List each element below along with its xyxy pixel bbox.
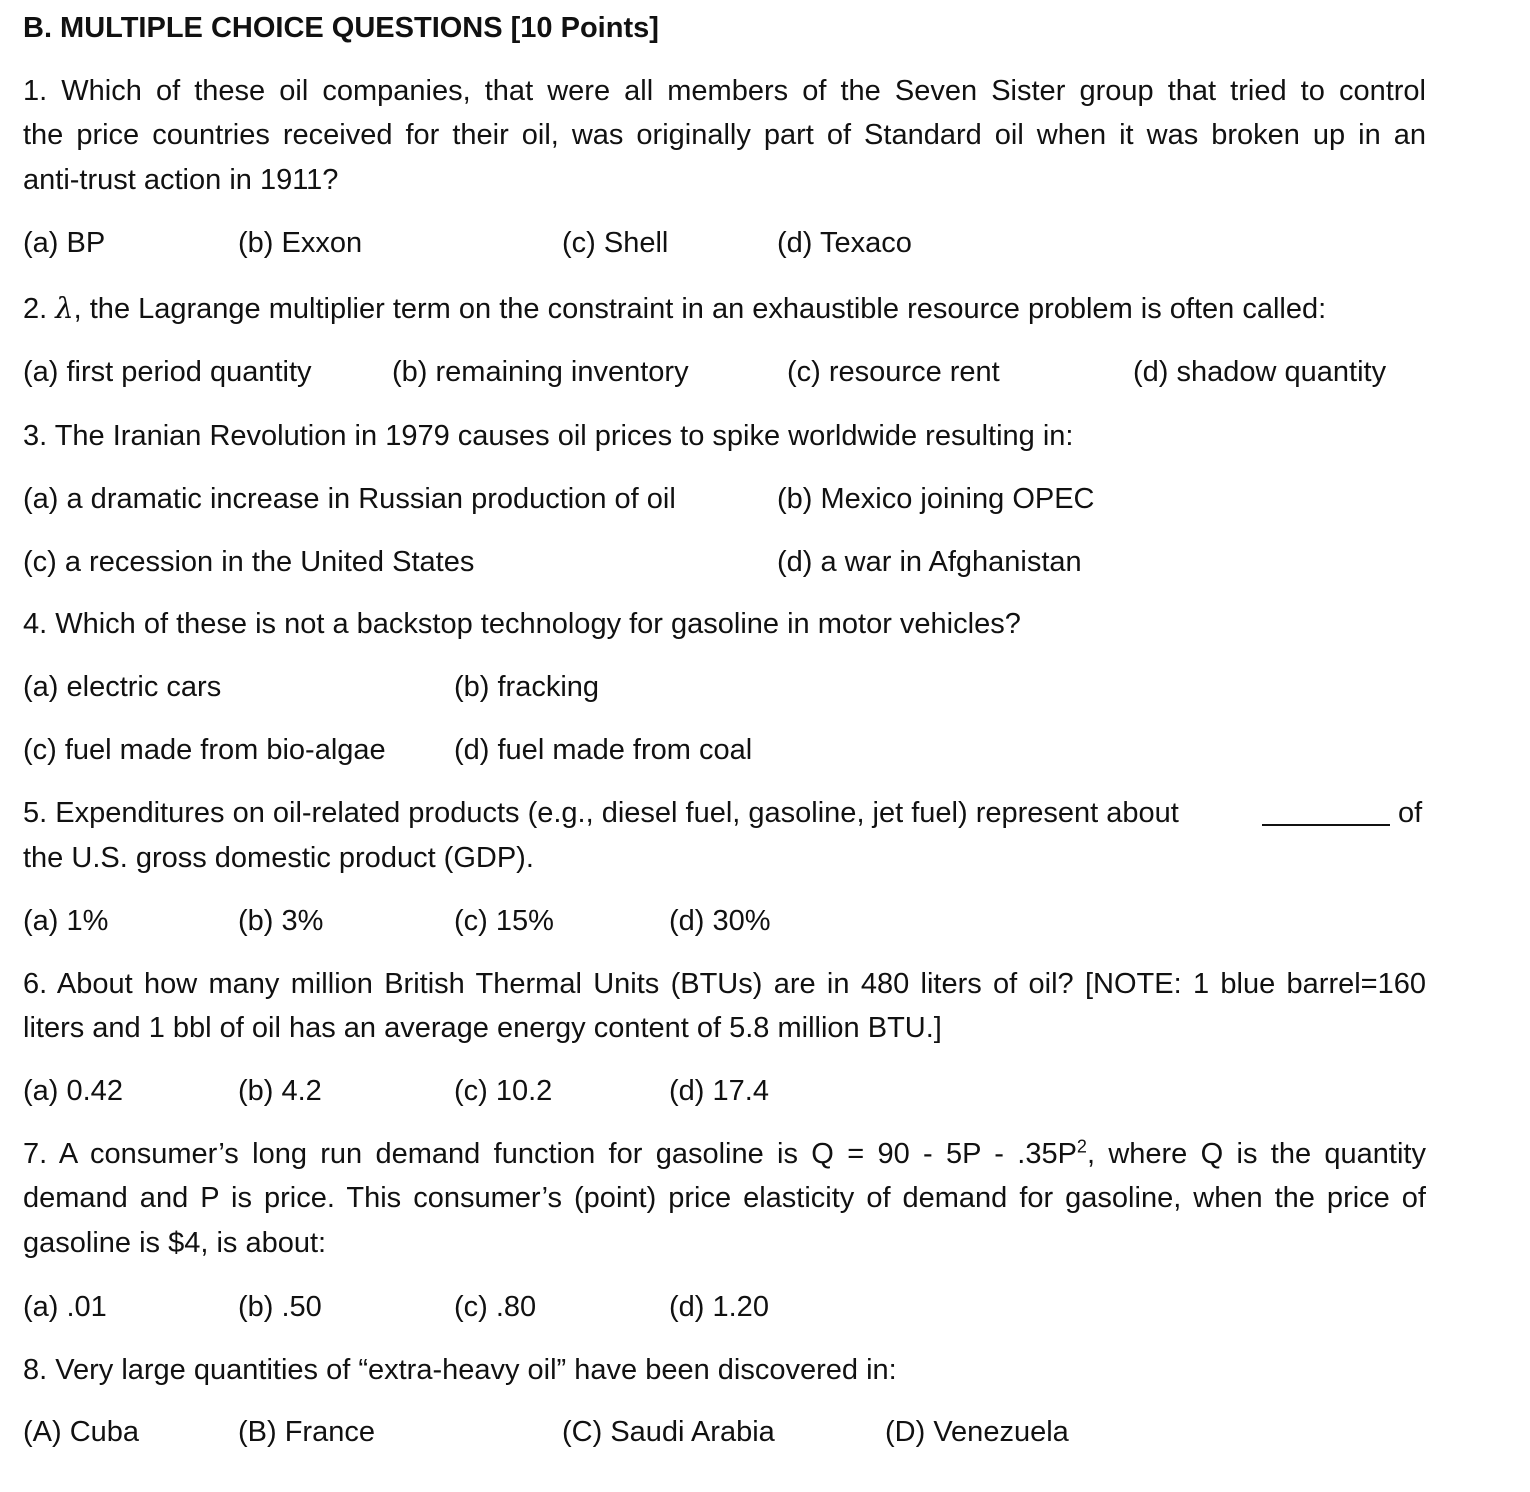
exponent: 2	[1076, 1136, 1087, 1157]
question-4-option-b: (b) fracking	[454, 671, 600, 703]
question-3-option-a: (a) a dramatic increase in Russian production of oil	[23, 483, 676, 515]
question-6-option-d: (d) 17.4	[669, 1075, 769, 1107]
question-3-option-d: (d) a war in Afghanistan	[777, 546, 1082, 578]
question-5-line-2: the U.S. gross domestic product (GDP).	[23, 842, 534, 874]
question-8-option-b: (B) France	[238, 1416, 375, 1448]
question-2-number: 2.	[23, 293, 48, 325]
question-7-option-d: (d) 1.20	[669, 1291, 769, 1323]
question-5-option-d: (d) 30%	[669, 905, 771, 937]
question-3-option-c: (c) a recession in the United States	[23, 546, 475, 578]
question-2-option-b: (b) remaining inventory	[392, 356, 689, 388]
question-1-line-2: the price countries received for their oil, was originally part of Standard oil when it was broken up in an	[23, 119, 1426, 151]
question-1-option-b: (b) Exxon	[238, 227, 363, 259]
question-7-line-1-end: , where Q is the quantity	[1086, 1138, 1426, 1170]
question-1-option-c: (c) Shell	[562, 227, 669, 259]
question-7-line-1-start: 7. A consumer’s long run demand function for gasoline is Q = 90 - 5P - .35P	[23, 1138, 1077, 1170]
question-8-option-d: (D) Venezuela	[885, 1416, 1069, 1448]
question-4-option-c: (c) fuel made from bio-algae	[23, 734, 386, 766]
question-6-option-b: (b) 4.2	[238, 1075, 322, 1107]
question-4-line-1: 4. Which of these is not a backstop technology for gasoline in motor vehicles?	[23, 608, 1021, 640]
question-7-option-c: (c) .80	[454, 1291, 537, 1323]
question-7-line-3: gasoline is $4, is about:	[23, 1227, 327, 1259]
question-7-line-1	[23, 1137, 1426, 1171]
question-2-line	[23, 291, 1326, 326]
question-5-line-1: 5. Expenditures on oil-related products (e.g., diesel fuel, gasoline, jet fuel) represent about	[23, 797, 1179, 829]
question-3-option-b: (b) Mexico joining OPEC	[777, 483, 1095, 515]
question-5-option-b: (b) 3%	[238, 905, 324, 937]
question-8-option-a: (A) Cuba	[23, 1416, 140, 1448]
question-3-line-1: 3. The Iranian Revolution in 1979 causes oil prices to spike worldwide resulting in:	[23, 420, 1074, 452]
question-1-option-d: (d) Texaco	[777, 227, 912, 259]
answer-blank	[1262, 824, 1390, 826]
question-5-option-c: (c) 15%	[454, 905, 554, 937]
question-2-text: , the Lagrange multiplier term on the constraint in an exhaustible resource problem is often called:	[73, 293, 1327, 325]
question-7-line-2: demand and P is price. This consumer’s (point) price elasticity of demand for gasoline, when the price of	[23, 1182, 1426, 1214]
question-8-line-1: 8. Very large quantities of “extra-heavy oil” have been discovered in:	[23, 1354, 897, 1386]
question-6-option-a: (a) 0.42	[23, 1075, 123, 1107]
question-6-option-c: (c) 10.2	[454, 1075, 553, 1107]
question-5-line-1-end: of	[1398, 797, 1423, 829]
question-6-line-1: 6. About how many million British Thermal Units (BTUs) are in 480 liters of oil? [NOTE: 1 blue barrel=160	[23, 968, 1426, 1000]
question-1-line-1: 1. Which of these oil companies, that were all members of the Seven Sister group that tried to control	[23, 75, 1426, 107]
question-4-option-a: (a) electric cars	[23, 671, 222, 703]
question-5-option-a: (a) 1%	[23, 905, 109, 937]
question-1-line-3: anti-trust action in 1911?	[23, 164, 339, 196]
question-7-option-b: (b) .50	[238, 1291, 322, 1323]
question-8-option-c: (C) Saudi Arabia	[562, 1416, 775, 1448]
question-4-option-d: (d) fuel made from coal	[454, 734, 753, 766]
question-2-option-d: (d) shadow quantity	[1133, 356, 1387, 388]
question-7-option-a: (a) .01	[23, 1291, 107, 1323]
question-2-option-a: (a) first period quantity	[23, 356, 312, 388]
question-6-line-2: liters and 1 bbl of oil has an average energy content of 5.8 million BTU.]	[23, 1012, 942, 1044]
question-2-option-c: (c) resource rent	[787, 356, 1000, 388]
lambda-symbol: λ	[55, 291, 74, 325]
question-1-option-a: (a) BP	[23, 227, 106, 259]
section-heading: B. MULTIPLE CHOICE QUESTIONS [10 Points]	[23, 12, 659, 44]
